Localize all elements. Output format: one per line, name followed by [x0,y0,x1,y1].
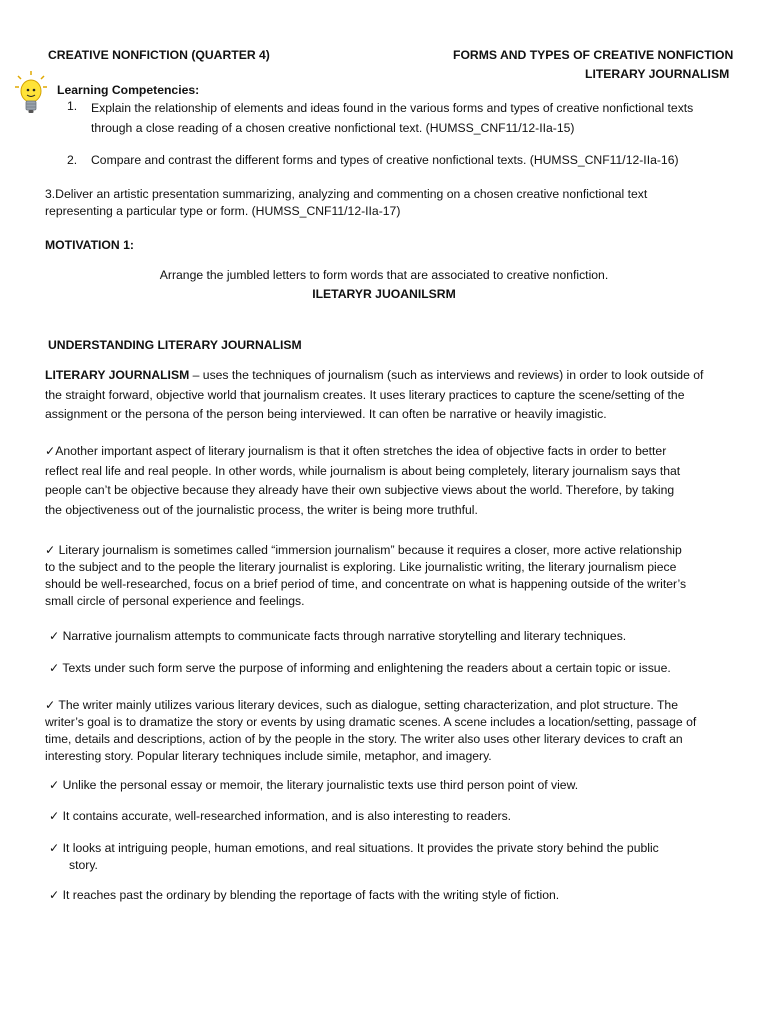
definition-line: assignment or the persona of the person being interviewed. It can often be narrative or heavily imagistic. [45,407,607,421]
competency-item-3 [45,186,647,220]
competency-item-2: Compare and contrast the different forms and types of creative nonfictional texts. (HUMSS_CNF11/12-IIa-16) [91,153,679,167]
bullet-point: ✓ Narrative journalism attempts to communicate facts through narrative storytelling and literary techniques. [49,629,627,643]
header-topic: FORMS AND TYPES OF CREATIVE NONFICTION [453,48,734,62]
paragraph-line: writer’s goal is to dramatize the story or events by using dramatic scenes. A scene includes a location/setting, passage of [45,715,697,729]
list-number: 1. [67,99,78,113]
competency-item-1 [91,99,693,138]
section-heading: UNDERSTANDING LITERARY JOURNALISM [48,338,302,352]
definition-term: LITERARY JOURNALISM [45,368,190,382]
paragraph-line: ✓Another important aspect of literary journalism is that it often stretches the idea of objective facts in order to better [45,444,667,458]
point-paragraph-8 [49,840,659,874]
paragraph-line: the objectiveness out of the journalistic process, the writer is being more truthful. [45,502,478,517]
definition-line [45,366,703,386]
list-number: 2. [67,153,78,167]
competency-item-1-line: through a close reading of a chosen creative nonfictional text. (HUMSS_CNF11/12-IIa-15) [91,120,575,135]
competency-item-3-line: 3.Deliver an artistic presentation summarizing, analyzing and commenting on a chosen creative nonfictional text [45,187,648,201]
paragraph-line: ✓ Literary journalism is sometimes called “immersion journalism” because it requires a closer, more active relationship [45,543,682,557]
jumbled-letters: ILETARYR JUOANILSRM [312,287,456,301]
paragraph-line: should be well-researched, focus on a brief period of time, and concentrate on what is happening outside of the writer’s [45,577,687,591]
bullet-point: ✓ It contains accurate, well-researched information, and is also interesting to readers. [49,809,512,823]
paragraph-line: interesting story. Popular literary techniques include simile, metaphor, and imagery. [45,749,492,763]
motivation-instruction: Arrange the jumbled letters to form words that are associated to creative nonfiction. [159,268,609,282]
point-paragraph-2 [45,542,686,610]
bullet-point: ✓ Texts under such form serve the purpose of informing and enlightening the readers about a certain topic or issue. [49,661,671,675]
competencies-heading: Learning Competencies: [57,83,200,97]
paragraph-line: people can’t be objective because they already have their own subjective views about the world. Therefore, by taking [45,483,675,497]
bullet-point: ✓ Unlike the personal essay or memoir, the literary journalistic texts use third person point of view. [49,778,579,792]
bullet-point: ✓ It reaches past the ordinary by blending the reportage of facts with the writing style of fiction. [49,888,560,902]
lightbulb-icon [14,70,48,116]
competency-item-3-line: representing a particular type or form. (HUMSS_CNF11/12-IIa-17) [45,204,401,218]
paragraph-line: ✓ The writer mainly utilizes various literary devices, such as dialogue, setting characterization, and plot structure. The [45,698,678,712]
paragraph-line: ✓ It looks at intriguing people, human emotions, and real situations. It provides the private story behind the public [49,841,659,855]
motivation-heading: MOTIVATION 1: [45,238,134,252]
header-subject: CREATIVE NONFICTION (QUARTER 4) [48,48,270,62]
paragraph-line: small circle of personal experience and feelings. [45,594,305,608]
definition-line: the straight forward, objective world that journalism creates. It uses literary practices to capture the scene/setting of the [45,387,685,402]
paragraph-line: time, details and descriptions, action of by the people in the story. The writer also uses other literary devices to craft an [45,732,683,746]
header-subtopic: LITERARY JOURNALISM [585,67,730,81]
paragraph-line: to the subject and to the people the literary journalist is exploring. Like journalistic writing, the literary journalism piece [45,560,677,574]
point-paragraph-5 [45,697,696,765]
paragraph-line: story. [69,858,98,872]
definition-paragraph [45,366,703,425]
paragraph-line: reflect real life and real people. In other words, while journalism is about being completely, literary journalism says that [45,463,681,478]
point-paragraph-1 [45,442,680,520]
definition-text: – uses the techniques of journalism (such as interviews and reviews) in order to look outside of [189,368,704,382]
competency-item-1-line: Explain the relationship of elements and ideas found in the various forms and types of creative nonfictional texts [91,101,694,115]
